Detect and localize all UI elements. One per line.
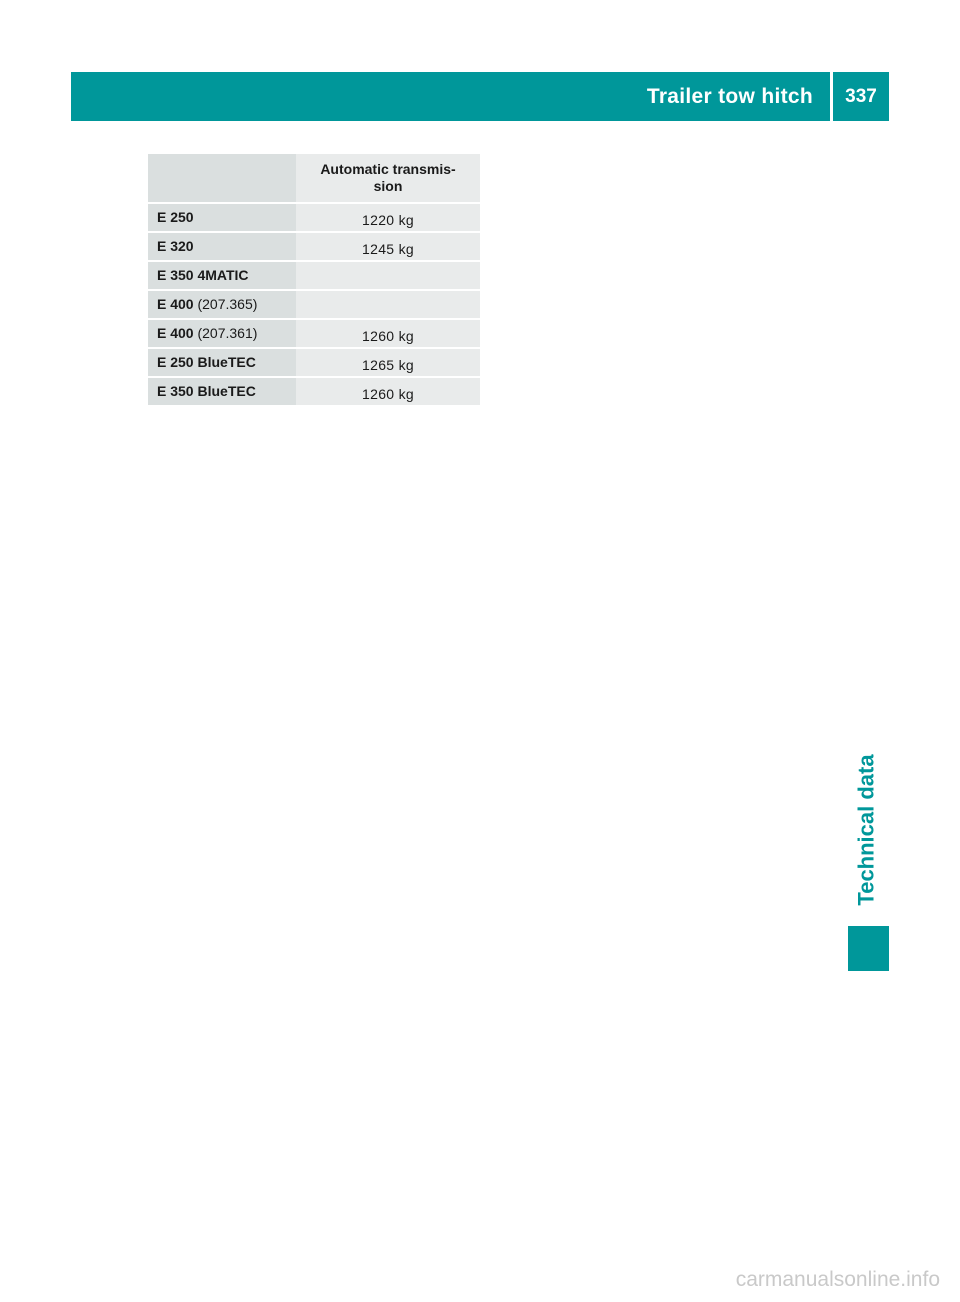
- table-row: [148, 202, 480, 231]
- value-cell: [296, 289, 480, 318]
- model-cell: [148, 202, 296, 231]
- column-header-line-2: sion: [373, 178, 403, 194]
- model-name: E 250 BlueTEC: [157, 354, 256, 370]
- table-row: [148, 347, 480, 376]
- model-name: E 350 4MATIC: [157, 267, 249, 283]
- model-cell: [148, 347, 296, 376]
- column-header-automatic-transmission: [296, 154, 480, 202]
- table-row: [148, 318, 480, 347]
- model-cell: [148, 289, 296, 318]
- value-cell: 1245 kg: [296, 231, 480, 260]
- section-title: Trailer tow hitch: [646, 84, 813, 108]
- page-number: 337: [845, 85, 877, 107]
- value-cell: 1260 kg: [296, 318, 480, 347]
- model-cell: [148, 260, 296, 289]
- value-cell: [296, 260, 480, 289]
- model-name: E 400: [157, 296, 194, 312]
- header-empty-cell: [148, 154, 296, 202]
- trailer-load-table: [148, 154, 480, 405]
- table-row: [148, 376, 480, 405]
- model-code: (207.361): [197, 325, 258, 341]
- model-name: E 350 BlueTEC: [157, 383, 256, 399]
- watermark: carmanualsonline.info: [735, 1268, 940, 1291]
- side-tab-label: [842, 740, 892, 920]
- side-tab-text: Technical data: [854, 754, 880, 906]
- table-row: [148, 260, 480, 289]
- model-cell: [148, 231, 296, 260]
- value-cell: 1260 kg: [296, 376, 480, 405]
- model-name: E 250: [157, 209, 194, 225]
- column-header-line-1: Automatic transmis-: [320, 161, 456, 177]
- model-name: E 400: [157, 325, 194, 341]
- model-cell: [148, 318, 296, 347]
- table-row: [148, 289, 480, 318]
- value-cell: 1220 kg: [296, 202, 480, 231]
- model-code: (207.365): [197, 296, 258, 312]
- model-cell: [148, 376, 296, 405]
- model-name: E 320: [157, 238, 194, 254]
- table-row: [148, 231, 480, 260]
- value-cell: 1265 kg: [296, 347, 480, 376]
- side-tab-marker: [848, 926, 889, 971]
